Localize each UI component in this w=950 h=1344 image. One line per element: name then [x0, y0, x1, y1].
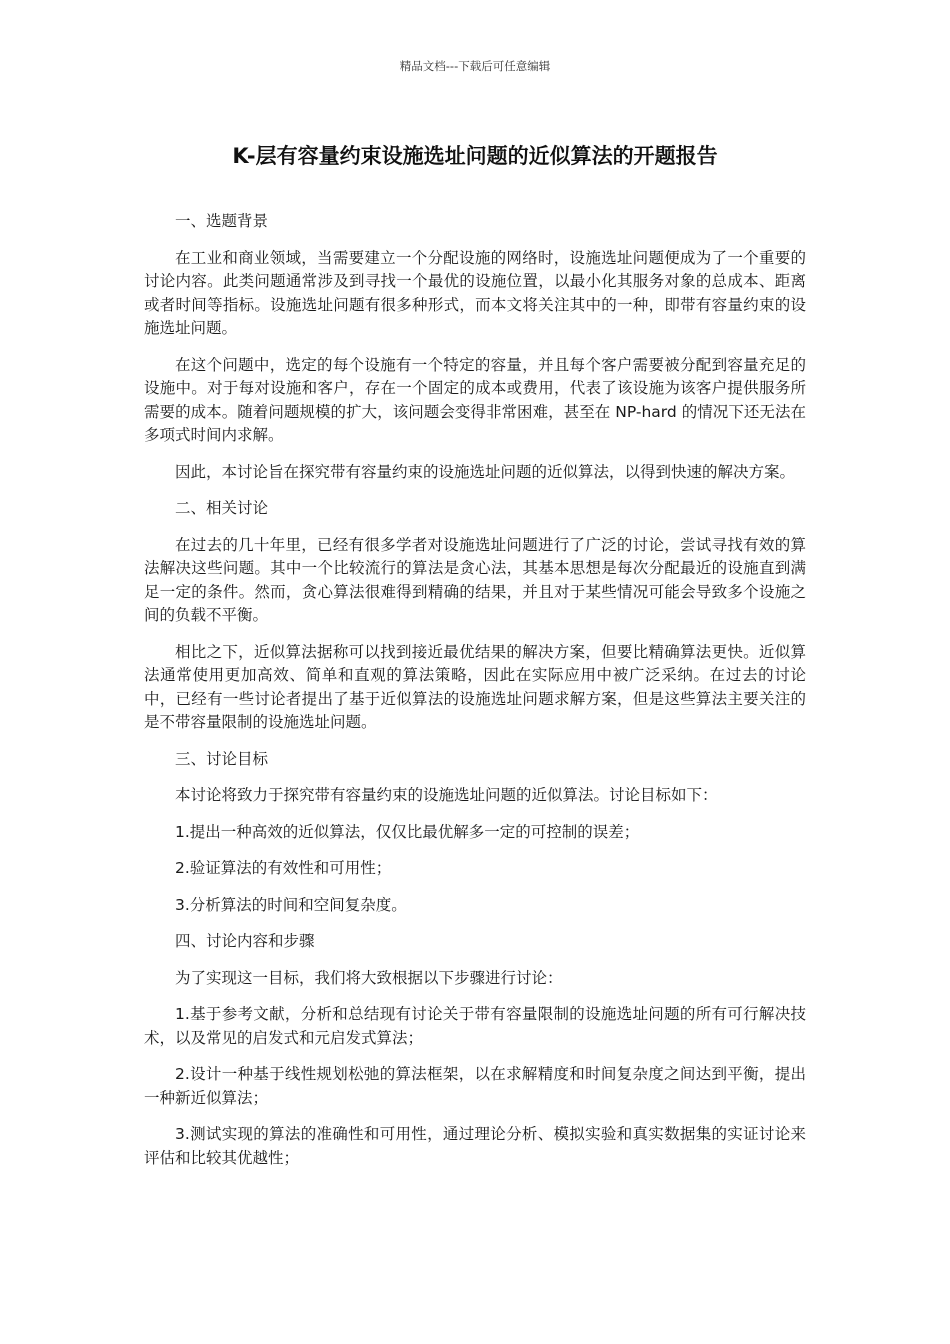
section-heading-related-work: 二、相关讨论: [175, 499, 269, 517]
document-body: [144, 210, 806, 1183]
list-item: 2.验证算法的有效性和可用性；: [175, 859, 392, 877]
paragraph: 为了实现这一目标，我们将大致根据以下步骤进行讨论：: [175, 968, 563, 987]
list-item: 3.分析算法的时间和空间复杂度。: [175, 895, 407, 914]
paragraph: 在工业和商业领域，当需要建立一个分配设施的网络时，设施选址问题便成为了一个重要的讨论内容。此类问题通常涉及到寻找一个最优的设施位置，以最小化其服务对象的总成本、距离或者时间等指标。设施选址问题有很多种形式，而本文将关注其中的一种，即带有容量约束的设施选址问题。: [144, 248, 806, 337]
list-item: 1.提出一种高效的近似算法，仅仅比最优解多一定的可控制的误差；: [175, 822, 640, 841]
list-item: 2.设计一种基于线性规划松弛的算法框架，以在求解精度和时间复杂度之间达到平衡，提出一种新近似算法；: [144, 1065, 806, 1107]
paragraph: 本讨论将致力于探究带有容量约束的设施选址问题的近似算法。讨论目标如下：: [175, 786, 718, 804]
paragraph: 在这个问题中，选定的每个设施有一个特定的容量，并且每个客户需要被分配到容量充足的设施中。对于每对设施和客户，存在一个固定的成本或费用，代表了该设施为该客户提供服务所需要的成本。随着问题规模的扩大，该问题会变得非常困难，甚至在 NP-hard 的情况下还无法在多项式时间内求解。: [144, 355, 806, 444]
list-item: 3.测试实现的算法的准确性和可用性，通过理论分析、模拟实验和真实数据集的实证讨论来评估和比较其优越性；: [144, 1125, 806, 1167]
section-heading-background: 一、选题背景: [175, 212, 269, 230]
header-note: 精品文档---下载后可任意编辑: [399, 59, 551, 73]
paragraph: 在过去的几十年里，已经有很多学者对设施选址问题进行了广泛的讨论，尝试寻找有效的算法解决这些问题。其中一个比较流行的算法是贪心法，其基本思想是每次分配最近的设施直到满足一定的条件。然而，贪心算法很难得到精确的结果，并且对于某些情况可能会导致多个设施之间的负载不平衡。: [144, 535, 806, 624]
document-title: K-层有容量约束设施选址问题的近似算法的开题报告: [232, 144, 718, 168]
section-heading-goals: 三、讨论目标: [175, 749, 269, 768]
section-heading-steps: 四、讨论内容和步骤: [175, 932, 315, 950]
list-item: 1.基于参考文献，分析和总结现有讨论关于带有容量限制的设施选址问题的所有可行解决技术，以及常见的启发式和元启发式算法；: [144, 1005, 806, 1047]
paragraph: 因此，本讨论旨在探究带有容量约束的设施选址问题的近似算法，以得到快速的解决方案。: [175, 462, 796, 481]
paragraph: 相比之下，近似算法据称可以找到接近最优结果的解决方案，但要比精确算法更快。近似算法通常使用更加高效、简单和直观的算法策略，因此在实际应用中被广泛采纳。在过去的讨论中，已经有一些讨论者提出了基于近似算法的设施选址问题求解方案，但是这些算法主要关注的是不带容量限制的设施选址问题。: [144, 642, 806, 731]
